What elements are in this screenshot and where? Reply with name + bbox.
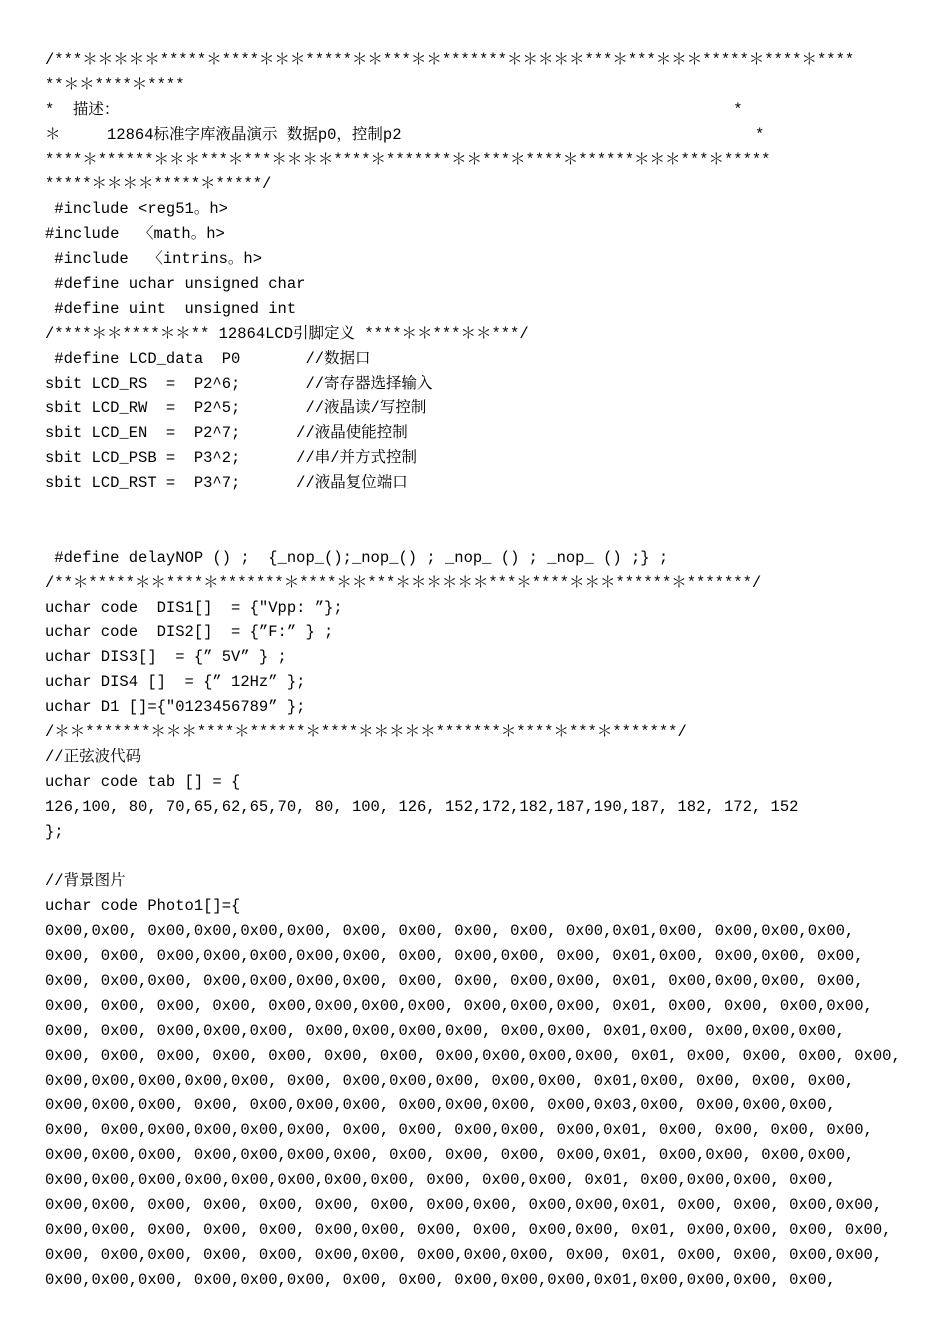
code-line: 0x00, 0x00, 0x00, 0x00, 0x00,0x00,0x00,0x00, 0x00,0x00,0x00, 0x01, 0x00, 0x00, 0x00,0x00, <box>45 996 873 1015</box>
code-line: sbit LCD_PSB = P3^2; //串/并方式控制 <box>45 449 418 468</box>
code-line: 0x00, 0x00,0x00,0x00,0x00,0x00, 0x00, 0x00, 0x00,0x00, 0x00,0x01, 0x00, 0x00, 0x00, 0x00, <box>45 1121 873 1140</box>
code-line: 0x00,0x00, 0x00, 0x00, 0x00, 0x00,0x00, 0x00, 0x00, 0x00,0x00, 0x01, 0x00,0x00, 0x00, 0x00, <box>45 1220 892 1239</box>
code-line: 0x00, 0x00, 0x00,0x00,0x00, 0x00,0x00,0x00,0x00, 0x00,0x00, 0x01,0x00, 0x00,0x00,0x00, <box>45 1021 845 1040</box>
code-line: /**＊*****＊＊****＊*******＊****＊＊***＊＊＊＊＊＊***＊****＊＊＊******＊*******/ <box>45 573 762 592</box>
code-line: uchar code DIS2[] = {”F:” } ; <box>45 623 334 642</box>
code-line: /****＊＊****＊＊** 12864LCD引脚定义 ****＊＊***＊＊***/ <box>45 324 529 343</box>
code-line: uchar D1 []={"0123456789” }; <box>45 698 306 717</box>
code-line: uchar code DIS1[] = {"Vpp: ”}; <box>45 598 343 617</box>
code-line: 0x00,0x00,0x00, 0x00, 0x00,0x00,0x00, 0x00,0x00,0x00, 0x00,0x03,0x00, 0x00,0x00,0x00, <box>45 1096 836 1115</box>
code-line: #define delayNOP () ; {_nop_();_nop_() ; _nop_ () ; _nop_ () ;} ; <box>45 548 669 567</box>
code-line: #include <reg51。h> <box>45 200 228 219</box>
code-line: 0x00, 0x00, 0x00, 0x00, 0x00, 0x00, 0x00, 0x00,0x00,0x00,0x00, 0x01, 0x00, 0x00, 0x00, 0x00, <box>45 1046 901 1065</box>
code-line: uchar DIS3[] = {” 5V” } ; <box>45 648 287 667</box>
code-line: sbit LCD_RS = P2^6; //寄存器选择输入 <box>45 374 433 393</box>
code-line: * 描述： * <box>45 100 743 119</box>
code-line: /***＊＊＊＊＊*****＊****＊＊＊*****＊＊***＊＊*******＊＊＊＊＊***＊***＊＊＊*****＊****＊**** <box>45 51 855 69</box>
code-line: 0x00, 0x00,0x00, 0x00, 0x00, 0x00,0x00, 0x00,0x00,0x00, 0x00, 0x01, 0x00, 0x00, 0x00,0x00, <box>45 1245 883 1264</box>
code-line: #define uchar unsigned char <box>45 275 306 294</box>
code-line: uchar code tab [] = { <box>45 772 241 791</box>
code-line: #include 〈intrins。h> <box>45 250 263 269</box>
code-line: 126,100, 80, 70,65,62,65,70, 80, 100, 126, 152,172,182,187,190,187, 182, 172, 152 <box>45 797 799 816</box>
code-line: //正弦波代码 <box>45 747 142 766</box>
code-line: sbit LCD_RST = P3^7; //液晶复位端口 <box>45 474 408 493</box>
code-line: 0x00,0x00,0x00, 0x00,0x00,0x00, 0x00, 0x00, 0x00,0x00,0x00,0x01,0x00,0x00,0x00, 0x00, <box>45 1270 836 1289</box>
code-line: 0x00, 0x00, 0x00,0x00,0x00,0x00,0x00, 0x00, 0x00,0x00, 0x00, 0x01,0x00, 0x00,0x00, 0x00, <box>45 947 864 966</box>
code-line: 0x00,0x00, 0x00,0x00,0x00,0x00, 0x00, 0x00, 0x00, 0x00, 0x00,0x01,0x00, 0x00,0x00,0x00, <box>45 922 855 941</box>
code-line: }; <box>45 822 64 841</box>
code-line: 0x00,0x00, 0x00, 0x00, 0x00, 0x00, 0x00, 0x00,0x00, 0x00,0x00,0x01, 0x00, 0x00, 0x00,0x00, <box>45 1195 883 1214</box>
code-line: /＊＊*******＊＊＊****＊******＊****＊＊＊＊＊*******＊****＊***＊*******/ <box>45 723 687 742</box>
code-line: 0x00,0x00,0x00,0x00,0x00, 0x00, 0x00,0x00,0x00, 0x00,0x00, 0x01,0x00, 0x00, 0x00, 0x00, <box>45 1071 855 1090</box>
code-line: #define uint unsigned int <box>45 299 297 318</box>
code-line: **＊＊****＊**** <box>45 75 185 94</box>
code-line: 0x00,0x00,0x00, 0x00,0x00,0x00,0x00, 0x00, 0x00, 0x00, 0x00,0x01, 0x00,0x00, 0x00,0x00, <box>45 1146 855 1165</box>
code-line: #include 〈math。h> <box>45 225 225 244</box>
code-line: sbit LCD_RW = P2^5; //液晶读/写控制 <box>45 399 427 418</box>
blank-line <box>45 496 907 521</box>
code-line: uchar DIS4 [] = {” 12Hz” }; <box>45 673 306 692</box>
code-line: 0x00, 0x00,0x00, 0x00,0x00,0x00,0x00, 0x00, 0x00, 0x00,0x00, 0x01, 0x00,0x00,0x00, 0x00, <box>45 971 864 990</box>
blank-line <box>45 521 907 546</box>
code-line: 0x00,0x00,0x00,0x00,0x00,0x00,0x00,0x00, 0x00, 0x00,0x00, 0x01, 0x00,0x00,0x00, 0x00, <box>45 1171 836 1190</box>
code-document <box>45 48 907 1293</box>
code-line: *****＊＊＊＊*****＊*****/ <box>45 175 272 194</box>
blank-line <box>45 845 907 870</box>
code-line: uchar code Photo1[]={ <box>45 897 241 916</box>
code-line: //背景图片 <box>45 872 126 891</box>
code-line: sbit LCD_EN = P2^7; //液晶使能控制 <box>45 424 408 443</box>
code-line: #define LCD_data P0 //数据口 <box>45 349 371 368</box>
code-line: ＊ 12864标准字库液晶演示 数据p0，控制p2 * <box>45 125 765 144</box>
code-line: ****＊******＊＊＊***＊***＊＊＊＊****＊*******＊＊***＊****＊******＊＊＊***＊***** <box>45 150 771 169</box>
